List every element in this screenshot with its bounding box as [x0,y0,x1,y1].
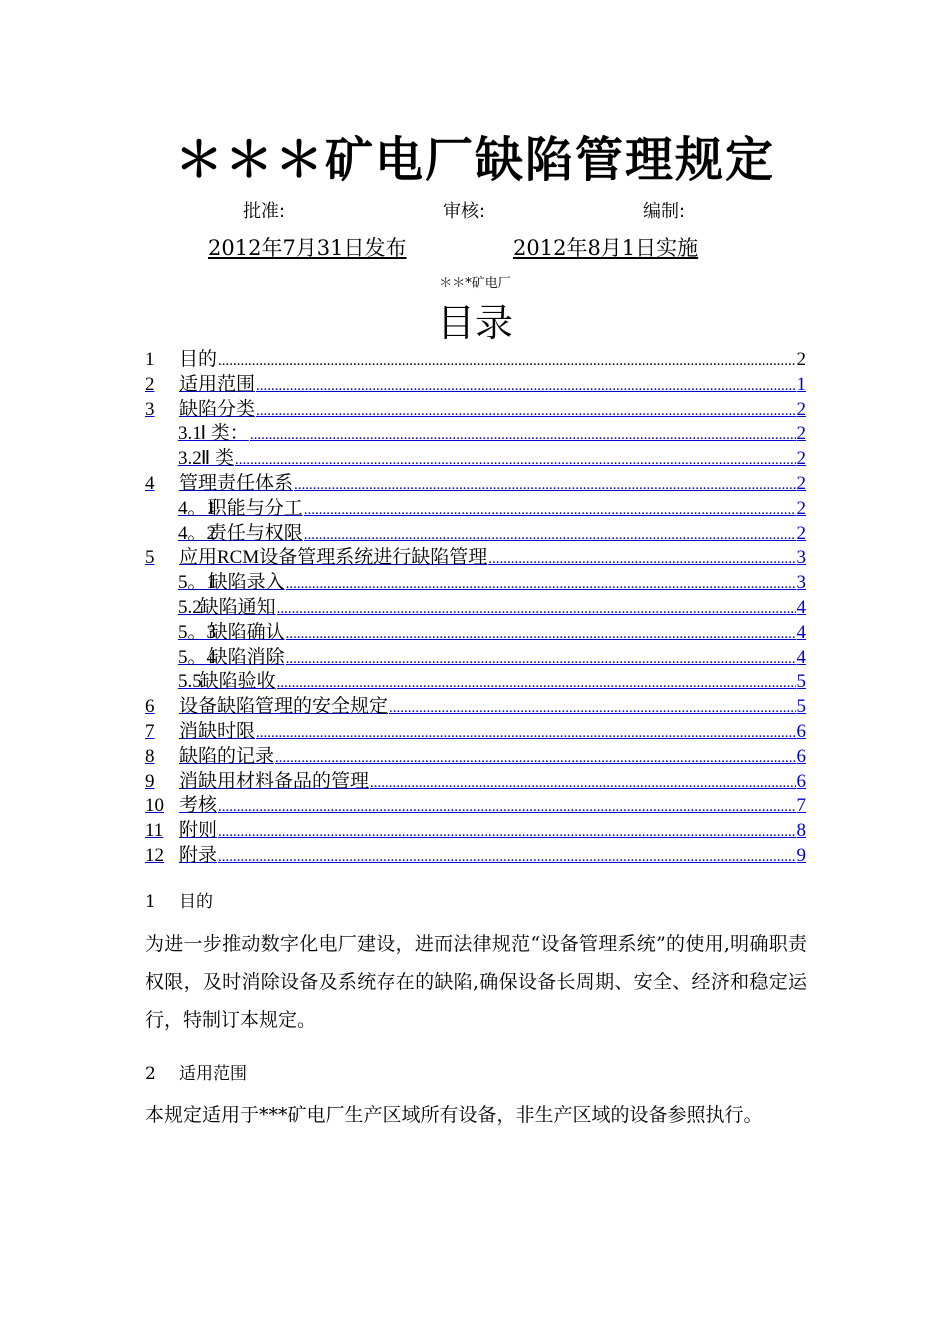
toc-entry[interactable] [145,546,806,571]
toc-entry-number: 5.5 [178,671,202,693]
toc-entry-page: 2 [796,349,806,370]
toc-entry[interactable] [145,844,806,869]
toc-dot-leader [277,597,796,622]
toc-entry[interactable] [145,819,806,844]
toc-entry-number: 4。2 [178,522,217,544]
toc-entry[interactable] [145,522,806,547]
toc-entry-page: 5 [796,671,806,693]
toc-entry-number: 3.2 [178,448,202,470]
toc-dot-leader [256,399,795,424]
toc-entry[interactable] [145,745,806,770]
toc-entry-label: 缺陷验收 [199,671,276,693]
section-number: 1 [145,892,156,912]
toc-entry[interactable] [145,794,806,819]
section-title: 适用范围 [179,1064,247,1084]
toc-entry-label: 缺陷的记录 [179,745,275,767]
toc-entry-number: 2 [145,373,155,395]
toc-entry-number: 4 [145,472,155,494]
section-number: 2 [145,1064,156,1084]
toc-dot-leader [256,721,795,746]
section-1-heading [145,890,213,914]
toc-entry-page: 6 [796,720,806,742]
toc-entry-page: 9 [796,844,806,866]
toc-entry-label: 适用范围 [179,373,256,395]
toc-entry-page: 8 [796,820,806,842]
toc-dot-leader [304,523,796,548]
toc-entry-number: 3.1 [178,423,202,445]
toc-entry-label: 考核 [179,795,218,817]
toc-entry-label: 缺陷通知 [199,596,276,618]
review-label: 审核: [443,201,486,222]
toc-entry[interactable] [145,770,806,795]
toc-entry-page: 2 [796,448,806,470]
toc-entry-number: 5。3 [178,621,217,643]
toc-entry-label: 消缺时限 [179,720,256,742]
compile-label: 编制: [643,201,686,222]
toc-dot-leader [304,498,796,523]
toc-entry[interactable] [145,571,806,596]
toc-dot-leader [218,795,795,820]
toc-entry[interactable] [145,472,806,497]
toc-dot-leader [275,746,795,771]
toc-entry-label: 管理责任体系 [179,472,294,494]
toc-entry-page: 2 [796,497,806,519]
toc-entry-number: 7 [145,720,155,742]
table-of-contents [145,348,806,869]
toc-entry-page: 2 [796,472,806,494]
toc-entry-page: 6 [796,745,806,767]
toc-entry-page: 2 [796,423,806,445]
toc-entry-label: 应用RCM设备管理系统进行缺陷管理 [179,547,488,569]
toc-dot-leader [235,448,795,473]
toc-entry-number: 12 [145,844,164,866]
toc-entry-page: 5 [796,696,806,718]
toc-entry-label: 消缺用材料备品的管理 [179,770,370,792]
section-2-body: 本规定适用于***矿电厂生产区域所有设备，非生产区域的设备参照执行。 [145,1104,763,1126]
toc-dot-leader [286,647,796,672]
toc-entry[interactable] [145,596,806,621]
toc-entry-number: 6 [145,696,155,718]
toc-entry-page: 2 [796,398,806,420]
toc-entry-page: 2 [796,522,806,544]
toc-entry-number: 9 [145,770,155,792]
implement-date: 2012年8月1日实施 [513,236,699,260]
toc-entry[interactable] [145,398,806,423]
toc-entry[interactable] [145,422,806,447]
toc-entry[interactable] [145,720,806,745]
toc-entry-page: 6 [796,770,806,792]
toc-entry-number: 5.2 [178,596,202,618]
publish-date: 2012年7月31日发布 [208,236,407,260]
toc-entry-number: 11 [145,820,164,842]
toc-entry-page: 3 [796,547,806,569]
toc-entry-label: 缺陷录入 [208,572,285,594]
document-title: ＊＊＊矿电厂缺陷管理规定 [174,132,775,188]
toc-entry-label: Ⅱ 类 [200,448,235,470]
toc-entry-label: 附录 [179,844,218,866]
toc-entry-page: 3 [796,572,806,594]
toc-entry-number: 5 [145,547,155,569]
toc-title: 目录 [436,301,513,345]
toc-dot-leader [286,572,796,597]
toc-dot-leader [256,374,795,399]
toc-entry-label: 缺陷消除 [208,646,285,668]
toc-entry-page: 4 [796,621,806,643]
toc-entry-number: 5。1 [178,572,217,594]
toc-dot-leader [277,671,796,696]
toc-entry-number: 10 [145,795,164,817]
toc-entry-label: 缺陷分类 [179,398,256,420]
toc-entry-label: 责任与权限 [207,522,303,544]
toc-dot-leader [250,423,796,448]
toc-dot-leader [286,622,796,647]
toc-entry [145,348,806,373]
toc-entry[interactable] [145,695,806,720]
toc-dot-leader [218,845,795,870]
section-1-body: 为进一步推动数字化电厂建设，进而法律规范“设备管理系统”的使用,明确职责权限，及时消除设备及系统存在的缺陷,确保设备长周期、安全、经济和稳定运行，特制订本规定。 [145,933,807,1031]
toc-entry-number: 3 [145,398,155,420]
toc-entry[interactable] [145,646,806,671]
toc-entry-label: Ⅰ 类： [200,423,249,445]
toc-dot-leader [218,820,795,845]
toc-entry-label: 缺陷确认 [208,621,285,643]
toc-dot-leader [370,771,795,796]
toc-entry[interactable] [145,670,806,695]
toc-entry-page: 1 [796,373,806,395]
approve-label: 批准: [243,201,286,222]
toc-entry[interactable] [145,447,806,472]
toc-dot-leader [389,696,795,721]
toc-entry[interactable] [145,497,806,522]
toc-dot-leader [488,547,795,572]
toc-entry-number: 1 [145,349,155,370]
toc-entry[interactable] [145,621,806,646]
toc-dot-leader [218,349,795,374]
toc-entry-label: 设备缺陷管理的安全规定 [179,696,389,718]
toc-entry-label: 职能与分工 [207,497,303,519]
section-2-heading [145,1062,247,1086]
toc-entry-page: 7 [796,795,806,817]
toc-entry-label: 目的 [179,349,218,370]
toc-entry[interactable] [145,373,806,398]
toc-entry-number: 8 [145,745,155,767]
section-title: 目的 [179,892,213,912]
toc-entry-page: 4 [796,646,806,668]
organization-name: ＊＊*矿电厂 [439,276,511,291]
toc-dot-leader [294,473,795,498]
toc-entry-number: 4。1 [178,497,217,519]
toc-entry-number: 5。4 [178,646,217,668]
toc-entry-page: 4 [796,596,806,618]
toc-entry-label: 附则 [179,820,218,842]
